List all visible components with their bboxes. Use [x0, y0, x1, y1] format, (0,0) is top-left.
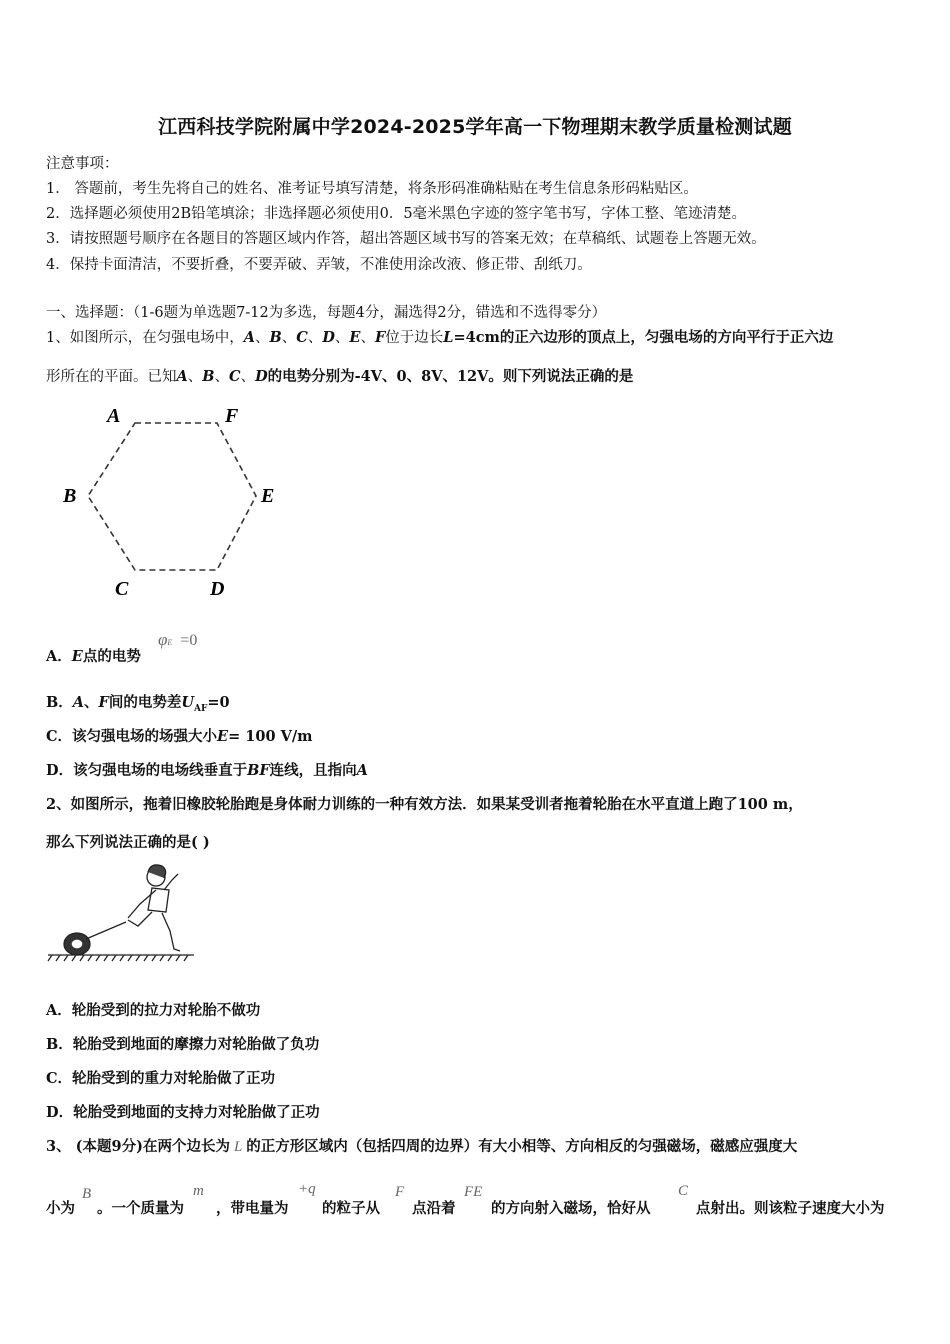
- runner-tire-figure: [44, 860, 214, 970]
- q3-var-c: C: [678, 1183, 689, 1199]
- hex-label-c: C: [115, 578, 129, 600]
- section-heading: 一、选择题：（1-6题为单选题7-12为多选，每题4分，漏选得2分，错选和不选得零分）: [46, 305, 607, 321]
- notice-item-1: 1． 答题前，考生先将自己的姓名、准考证号填写清楚，将条形码准确粘贴在考生信息条形码粘贴区。: [46, 181, 698, 197]
- notice-heading: 注意事项：: [46, 156, 119, 172]
- q3-stem-line1: 3、 (本题9分)在两个边长为 L 的正方形区域内（包括四周的边界）有大小相等、方向相反的匀强磁场，磁感应强度大: [46, 1138, 798, 1155]
- q3-text-along: 点沿着: [412, 1200, 456, 1217]
- q2-stem-line2: 那么下列说法正确的是( ): [46, 834, 210, 851]
- hex-label-a: A: [107, 405, 121, 427]
- q1-option-a-formula: φE =0: [158, 630, 198, 649]
- hexagon-figure: [55, 398, 295, 608]
- q3-text-enter: 的方向射入磁场，恰好从: [491, 1200, 651, 1217]
- q1-stem-line2: 形所在的平面。已知A、B、C、D的电势分别为-4V、0、8V、12V。则下列说法正确的是: [46, 368, 634, 385]
- q1-option-c: C．该匀强电场的场强大小E= 100 V/m: [46, 728, 313, 745]
- hexagon-shape: [88, 423, 256, 570]
- q2-option-d: D．轮胎受到地面的支持力对轮胎做了正功: [46, 1104, 320, 1121]
- hex-label-d: D: [210, 578, 225, 600]
- q3-text-exit: 点射出。则该粒子速度大小为: [696, 1200, 885, 1217]
- q1-option-a: A．E点的电势: [46, 648, 141, 665]
- q3-stem-line2: 小为: [46, 1200, 75, 1217]
- notice-item-2: 2．选择题必须使用2B铅笔填涂；非选择题必须使用0．5毫米黑色字迹的签字笔书写，字体工整、笔迹清楚。: [46, 206, 747, 222]
- runner-leg-front: [162, 913, 180, 951]
- q2-option-c: C．轮胎受到的重力对轮胎做了正功: [46, 1070, 276, 1087]
- q3-text-mass: 。一个质量为: [97, 1200, 184, 1217]
- ground-hatching: [48, 955, 188, 961]
- q1-stem-line1: 1、如图所示，在匀强电场中，A、B、C、D、E、F位于边长L=4cm的正六边形的顶点上，匀强电场的方向平行于正六边: [46, 329, 834, 346]
- hex-label-f: F: [225, 405, 239, 427]
- q1-option-d: D．该匀强电场的电场线垂直于BF连线，且指向A: [46, 762, 368, 779]
- q2-stem-line1: 2、如图所示，拖着旧橡胶轮胎跑是身体耐力训练的一种有效方法．如果某受训者拖着轮胎在水平直道上跑了100 m，: [46, 796, 803, 813]
- hex-label-e: E: [261, 485, 275, 507]
- q3-var-f: F: [395, 1184, 405, 1200]
- runner-arm-front: [164, 874, 178, 890]
- q3-var-m: m: [193, 1183, 204, 1199]
- runner-torso: [148, 888, 169, 912]
- notice-item-3: 3．请按照题号顺序在各题目的答题区域内作答，超出答题区域书写的答案无效；在草稿纸、试题卷上答题无效。: [46, 231, 766, 247]
- q2-option-b: B．轮胎受到地面的摩擦力对轮胎做了负功: [46, 1036, 320, 1053]
- q1-option-b: B．A、F间的电势差$U_{AF}=0$: [46, 694, 230, 714]
- q3-var-q: +q: [298, 1181, 316, 1197]
- notice-item-4: 4．保持卡面清洁，不要折叠，不要弄破、弄皱，不准使用涂改液、修正带、刮纸刀。: [46, 257, 592, 273]
- q3-text-charge: ，带电量为: [216, 1200, 289, 1217]
- q2-option-a: A．轮胎受到的拉力对轮胎不做功: [46, 1002, 261, 1019]
- page-title: 江西科技学院附属中学2024-2025学年高一下物理期末教学质量检测试题: [158, 116, 792, 138]
- q3-var-fe: FE: [464, 1184, 483, 1200]
- q3-text-from: 的粒子从: [322, 1200, 380, 1217]
- hex-label-b: B: [63, 485, 77, 507]
- rope: [86, 922, 126, 939]
- q3-var-b: B: [82, 1186, 92, 1202]
